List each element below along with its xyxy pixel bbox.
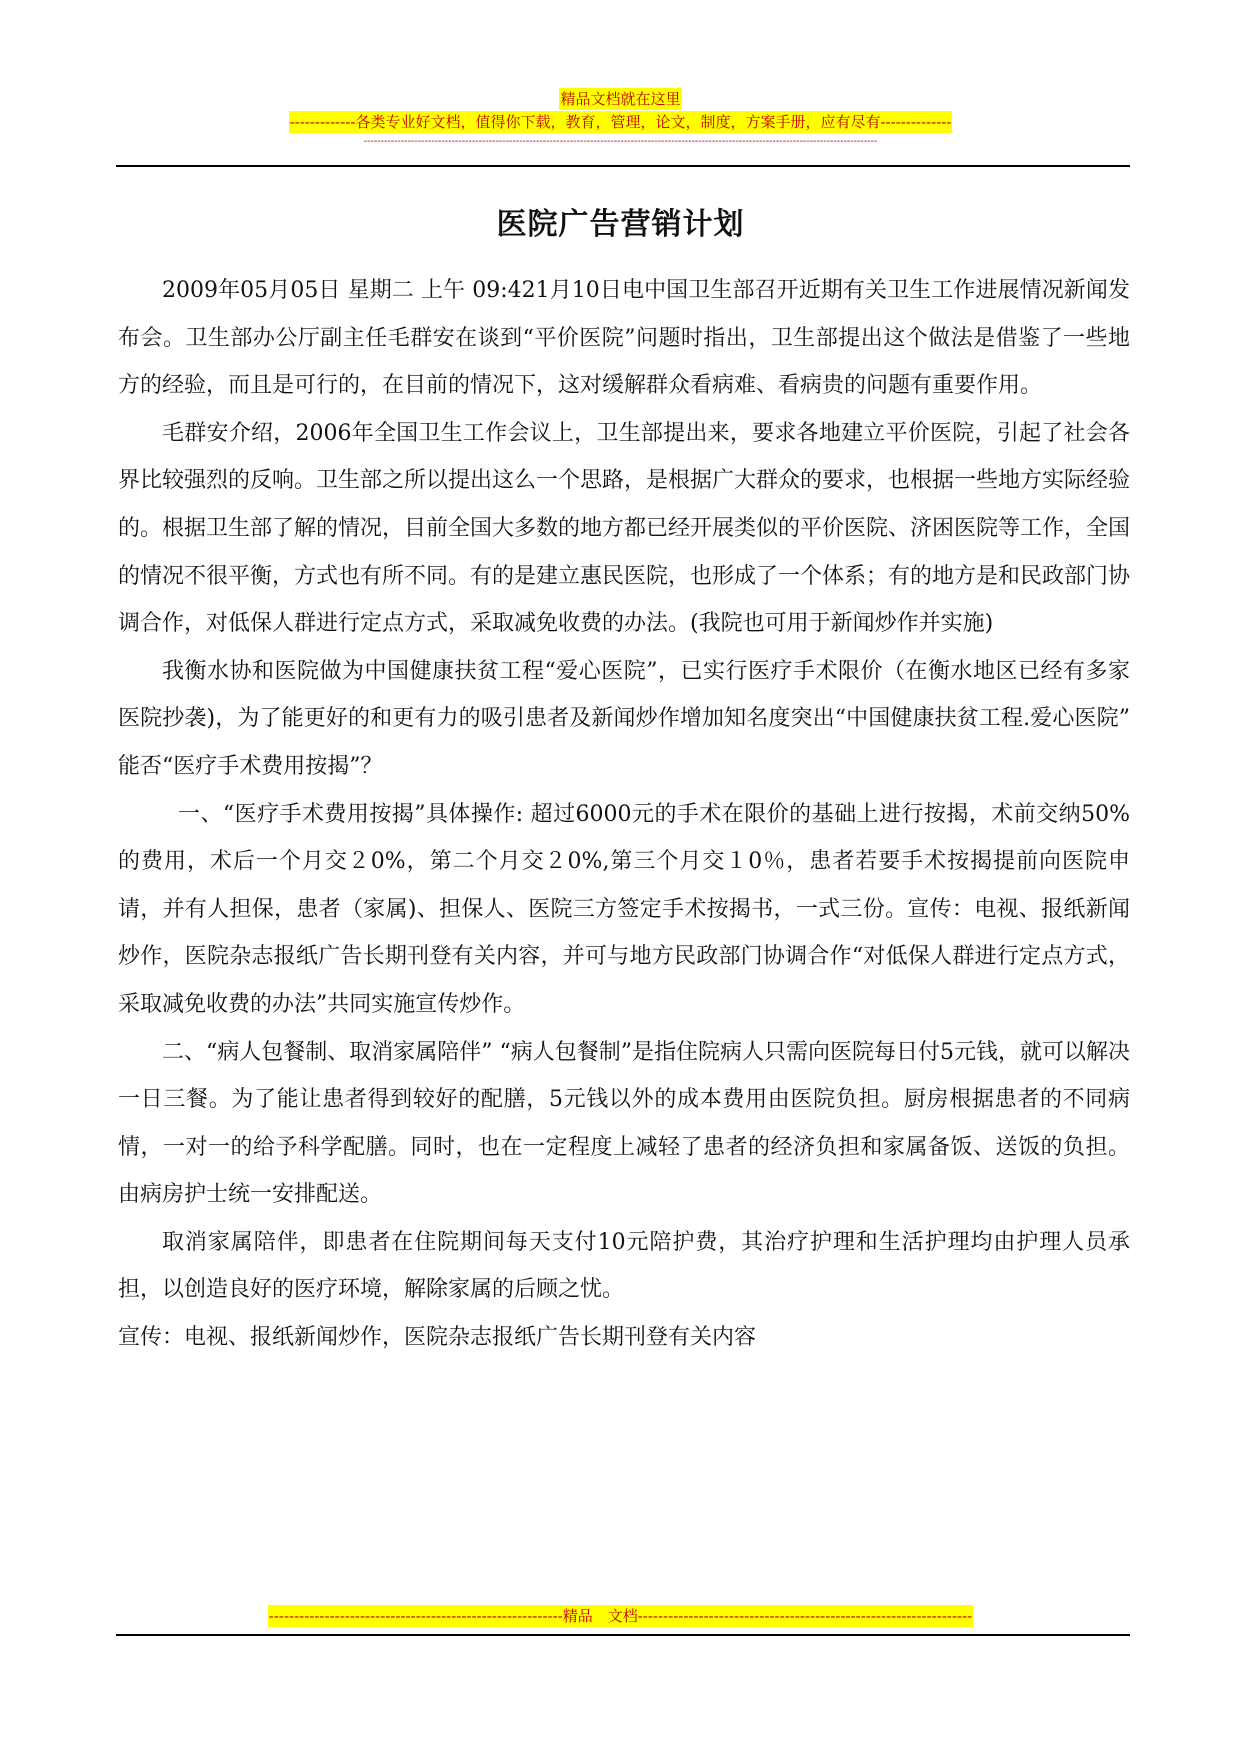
paragraph-publicity: 宣传：电视、报纸新闻炒作，医院杂志报纸广告长期刊登有关内容 bbox=[118, 1325, 757, 1351]
document-body bbox=[118, 267, 1130, 1362]
header-banner-title: 精品文档就在这里 bbox=[560, 90, 681, 108]
paragraph-item-one: 一、“医疗手术费用按揭”具体操作: 超过6000元的手术在限价的基础上进行按揭，术前交纳50%的费用，术后一个月交２0%，第二个月交２0%,第三个月交１0％，患者若要手术按揭提前向医院申请，并有人担保，患者（家属)、担保人、医院三方签定手术按揭书，一式三份。宣传：电视、报纸新闻炒作，医院杂志报纸广告长期刊登有关内容，并可与地方民政部门协调合作“对低保人群进行定点方式，采取减免收费的办法”共同实施宣传炒作。 bbox=[118, 801, 1130, 1017]
header-dash-line: -------------------------------------------------------------------------------------------------------------------------------------------------------- bbox=[363, 136, 878, 147]
footer-rule bbox=[116, 1634, 1130, 1636]
document-title: 医院广告营销计划 bbox=[496, 207, 745, 242]
page-header bbox=[0, 88, 1241, 149]
header-banner-subtitle: -------------各类专业好文档，值得你下载，教育，管理，论文，制度，方案手册，应有尽有-------------- bbox=[289, 113, 952, 131]
paragraph-proposal: 我衡水协和医院做为中国健康扶贫工程“爱心医院”，已实行医疗手术限价（在衡水地区已经有多家医院抄袭)，为了能更好的和更有力的吸引患者及新闻炒作增加知名度突出“中国健康扶贫工程.爱心医院” 能否“医疗手术费用按揭”？ bbox=[118, 658, 1130, 779]
header-rule bbox=[116, 165, 1130, 167]
paragraph-intro: 2009年05月05日 星期二 上午 09:421月10日电中国卫生部召开近期有关卫生工作进展情况新闻发布会。卫生部办公厅副主任毛群安在谈到“平价医院”问题时指出，卫生部提出这个做法是借鉴了一些地方的经验，而且是可行的，在目前的情况下，这对缓解群众看病难、看病贵的问题有重要作用。 bbox=[118, 278, 1130, 399]
paragraph-background: 毛群安介绍，2006年全国卫生工作会议上，卫生部提出来，要求各地建立平价医院，引起了社会各界比较强烈的反响。卫生部之所以提出这么一个思路，是根据广大群众的要求，也根据一些地方实际经验的。根据卫生部了解的情况，目前全国大多数的地方都已经开展类似的平价医院、济困医院等工作，全国的情况不很平衡，方式也有所不同。有的是建立惠民医院，也形成了一个体系；有的地方是和民政部门协调合作，对低保人群进行定点方式，采取减免收费的办法。(我院也可用于新闻炒作并实施) bbox=[118, 420, 1131, 637]
page-footer bbox=[0, 1605, 1241, 1627]
paragraph-item-two: 二、“病人包餐制、取消家属陪伴” “病人包餐制”是指住院病人只需向医院每日付5元钱，就可以解决一日三餐。为了能让患者得到较好的配膳，5元钱以外的成本费用由医院负担。厨房根据患者的不同病情，一对一的给予科学配膳。同时，也在一定程度上减轻了患者的经济负担和家属备饭、送饭的负担。 由病房护士统一安排配送。 bbox=[118, 1039, 1130, 1208]
paragraph-escort: 取消家属陪伴，即患者在住院期间每天支付10元陪护费，其治疗护理和生活护理均由护理人员承担，以创造良好的医疗环境，解除家属的后顾之忧。 bbox=[118, 1229, 1130, 1303]
footer-banner: ----------------------------------------------------------精品 文档------------------------------------------------------------------ bbox=[268, 1607, 973, 1625]
